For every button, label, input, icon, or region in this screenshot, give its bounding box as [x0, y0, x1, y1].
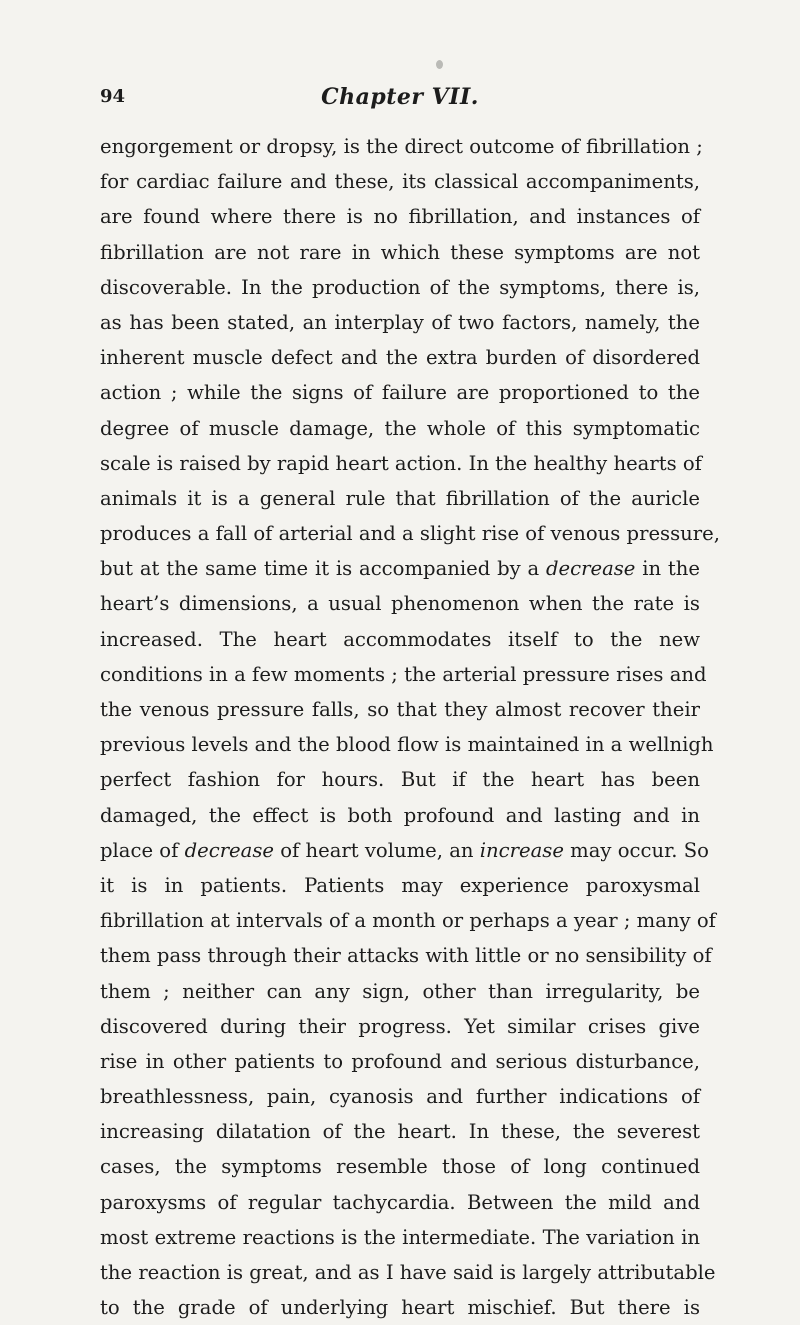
text-line: most extreme reactions is the intermediate. The variation in	[100, 1225, 700, 1249]
text-line: discovered during their progress. Yet similar crises give	[100, 1014, 700, 1038]
text-line: increasing dilatation of the heart. In these, the severest	[100, 1120, 700, 1144]
text-line: damaged, the effect is both profound and lasting and in	[100, 803, 700, 827]
page-number: 94	[100, 86, 126, 107]
text-line: discoverable. In the production of the symptoms, there is,	[100, 275, 700, 299]
text-line: engorgement or dropsy, is the direct outcome of fibrillation ;	[100, 135, 703, 158]
text-line	[100, 833, 709, 868]
text-line: it is in patients. Patients may experience paroxysmal	[100, 873, 700, 897]
text-line: breathlessness, pain, cyanosis and further indications of	[100, 1085, 700, 1109]
page-header	[100, 80, 700, 114]
text-segment: in the	[635, 557, 700, 581]
text-line: the venous pressure falls, so that they almost recover their	[100, 698, 700, 721]
text-line: them pass through their attacks with little or no sensibility of	[100, 944, 712, 968]
emphasized-word: decrease	[546, 557, 636, 581]
text-segment: of heart volume, an	[273, 838, 480, 862]
text-line: fibrillation are not rare in which these symptoms are not	[100, 240, 700, 264]
text-line: increased. The heart accommodates itself to the new	[100, 627, 700, 651]
text-line: for cardiac failure and these, its classical accompaniments,	[100, 170, 700, 194]
chapter-title: Chapter VII.	[321, 84, 479, 110]
text-line: previous levels and the blood flow is maintained in a wellnigh	[100, 733, 714, 757]
text-line: to the grade of underlying heart mischief. But there is	[100, 1296, 700, 1320]
text-line: inherent muscle defect and the extra burden of disordered	[100, 346, 700, 370]
text-line: heart’s dimensions, a usual phenomenon when the rate is	[100, 592, 700, 616]
emphasized-word: decrease	[184, 838, 274, 862]
text-line: cases, the symptoms resemble those of long continued	[100, 1155, 700, 1179]
text-line: perfect fashion for hours. But if the heart has been	[100, 768, 700, 792]
text-line: scale is raised by rapid heart action. In the healthy hearts of	[100, 451, 702, 475]
text-line: rise in other patients to profound and serious disturbance,	[100, 1049, 700, 1073]
text-segment: may occur. So	[563, 838, 709, 862]
text-line: them ; neither can any sign, other than irregularity, be	[100, 979, 700, 1003]
text-line: as has been stated, an interplay of two factors, namely, the	[100, 310, 700, 334]
text-line: produces a fall of arterial and a slight rise of venous pressure,	[100, 522, 720, 546]
body-paragraph	[100, 129, 720, 1325]
text-line: fibrillation at intervals of a month or perhaps a year ; many of	[100, 909, 716, 933]
text-line: conditions in a few moments ; the arterial pressure rises and	[100, 662, 707, 686]
text-segment: but at the same time it is accompanied by a	[100, 557, 546, 581]
print-speck	[436, 60, 443, 69]
text-line: animals it is a general rule that fibrillation of the auricle	[100, 486, 700, 510]
text-line: paroxysms of regular tachycardia. Between the mild and	[100, 1190, 700, 1214]
text-line: action ; while the signs of failure are proportioned to the	[100, 381, 700, 405]
text-segment: place of	[100, 838, 185, 862]
emphasized-word: increase	[479, 838, 564, 862]
text-line: are found where there is no fibrillation, and instances of	[100, 205, 700, 229]
text-line	[100, 551, 700, 586]
text-line: the reaction is great, and as I have said is largely attributable	[100, 1261, 716, 1284]
text-line: degree of muscle damage, the whole of this symptomatic	[100, 416, 700, 440]
